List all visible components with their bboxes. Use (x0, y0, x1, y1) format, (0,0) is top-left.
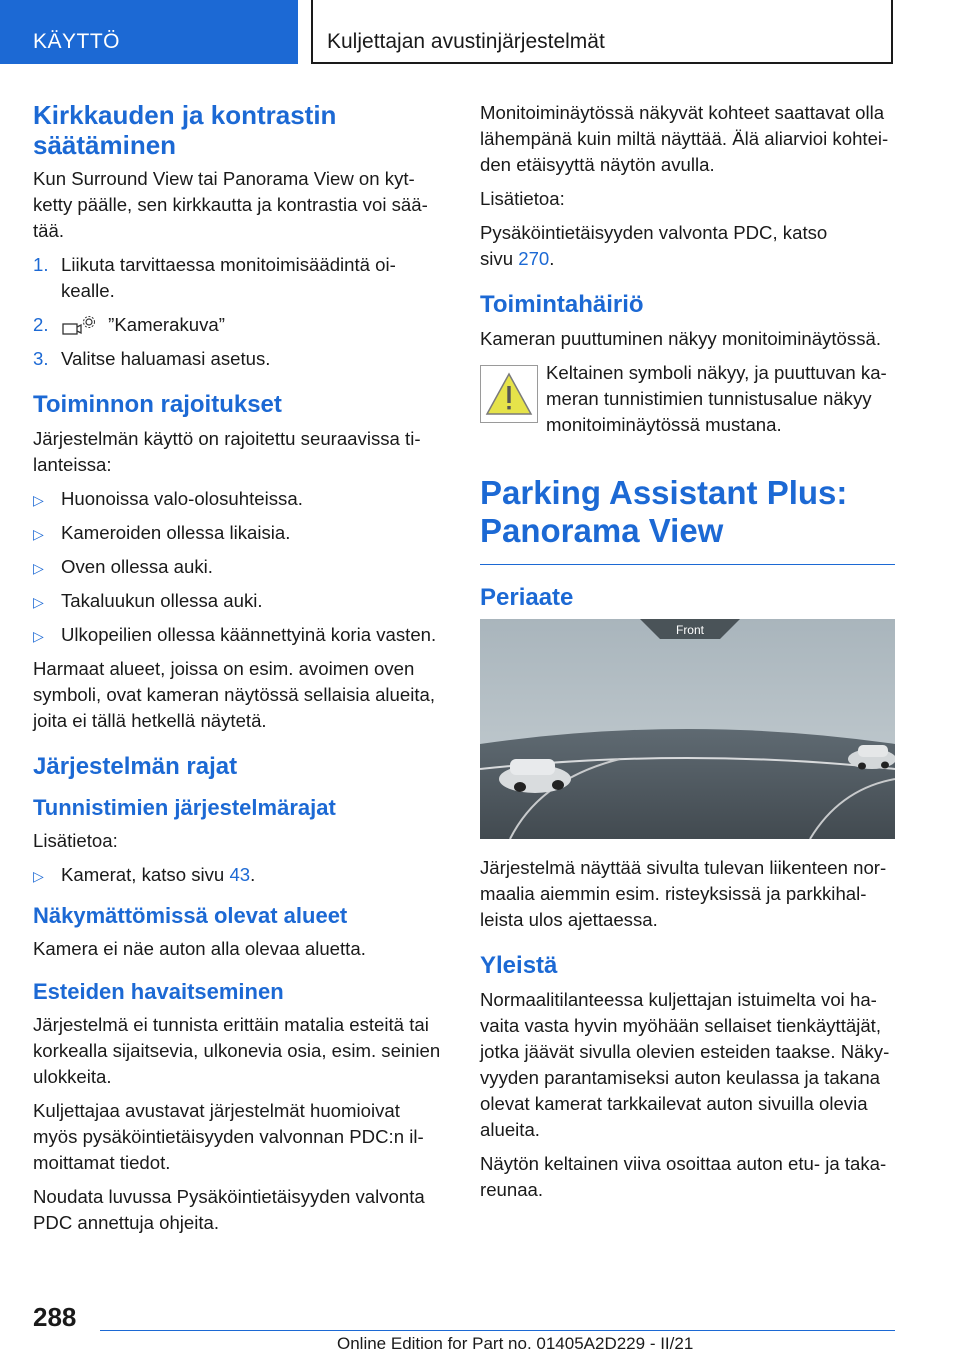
heading-fault: Toimintahäiriö (480, 291, 644, 318)
paragraph-limits: Järjestelmän käyttö on rajoitettu seuraavissa ti- lanteissa: (33, 428, 421, 475)
paragraph-obstacles-2: Kuljettajaa avustavat järjestelmät huomioivat myös pysäköintietäisyyden valvonnan PDC:n il- moittamat tiedot. (33, 1100, 424, 1173)
limits-list (33, 486, 443, 648)
heading-general: Yleistä (480, 952, 558, 979)
heading-obstacles: Esteiden havaitseminen (33, 979, 284, 1004)
triangle-bullet-icon: ▷ (33, 628, 44, 644)
list-item: 3. Valitse haluamasi asetus. (33, 346, 443, 372)
paragraph-general-1: Normaalitilanteessa kuljettajan istuimelta voi ha- vaita vasta hyvin myöhään sellaiset tienkäyttäjät, jotka jäävät sivulla olevien esteiden taakse. Näky- vyyden parantamiseksi auton keulassa ja takana olevat kamerat tarkkailevat auton sivuilla olevia alueita. (480, 989, 890, 1140)
list-item: 2. ”Kamerakuva” (33, 312, 443, 338)
paragraph-more-info: Lisätietoa: (33, 830, 118, 851)
paragraph-general-2: Näytön keltainen viiva osoittaa auton etu- ja taka- reunaa. (480, 1153, 887, 1200)
heading-divider (480, 564, 895, 565)
header-section-label: KÄYTTÖ (33, 30, 121, 53)
heading-brightness: Kirkkauden ja kontrastin säätäminen (33, 100, 337, 160)
heading-principle: Periaate (480, 584, 574, 611)
paragraph-more-info: Lisätietoa: (480, 188, 565, 209)
list-item: ▷ Huonoissa valo-olosuhteissa. (33, 486, 443, 512)
list-item: 1. Liikuta tarvittaessa monitoimisäädintä oi- kealle. (33, 254, 396, 301)
triangle-bullet-icon: ▷ (33, 526, 44, 542)
warning-triangle-icon (480, 365, 538, 423)
header-chapter-tab (311, 0, 893, 64)
list-item: ▷ Takaluukun ollessa auki. (33, 588, 443, 614)
list-item: ▷ Kameroiden ollessa likaisia. (33, 520, 443, 546)
right-column (480, 100, 895, 1211)
triangle-bullet-icon: ▷ (33, 594, 44, 610)
left-column (33, 100, 443, 1244)
warning-text: Keltainen symboli näkyy, ja puuttuvan ka- meran tunnistimien tunnistusalue näkyy monitoiminäytössä mustana. (546, 362, 887, 435)
paragraph-principle: Järjestelmä näyttää sivulta tulevan liikenteen nor- maalia aiemmin esim. risteyksissä ja parkkihal- leista ulos ajettaessa. (480, 857, 887, 930)
heading-parking-assistant: Parking Assistant Plus: Panorama View (480, 474, 848, 549)
page-link-270[interactable]: 270 (518, 248, 550, 269)
heading-sensor-limits: Tunnistimien järjestelmärajat (33, 795, 336, 820)
camera-settings-icon (61, 315, 97, 337)
heading-system-limits: Järjestelmän rajat (33, 753, 238, 780)
paragraph-blind-areas: Kamera ei näe auton alla olevaa aluetta. (33, 938, 366, 959)
footer-edition: Online Edition for Part no. 01405A2D229 - II/21 (337, 1334, 694, 1353)
heading-blind-areas: Näkymättömissä olevat alueet (33, 903, 348, 928)
triangle-bullet-icon: ▷ (33, 868, 44, 884)
page-link-43[interactable]: 43 (229, 864, 251, 885)
paragraph-obstacles-3: Noudata luvussa Pysäköintietäisyyden valvonta PDC annettuja ohjeita. (33, 1186, 425, 1233)
paragraph-grey-areas: Harmaat alueet, joissa on esim. avoimen oven symboli, ovat kameran näytössä sellaisia alueita, joita ei tällä hetkellä näytetä. (33, 658, 436, 731)
header-section-tab (0, 0, 298, 64)
paragraph-fault: Kameran puuttuminen näkyy monitoiminäytössä. (480, 328, 882, 349)
page-number: 288 (33, 1302, 77, 1332)
sensor-list (33, 862, 443, 888)
footer-divider (100, 1330, 895, 1331)
paragraph-pdc-ref: Pysäköintietäisyyden valvonta PDC, katso sivu 270. (480, 222, 828, 269)
front-label: Front (675, 623, 705, 637)
warning-note (480, 360, 895, 446)
triangle-bullet-icon: ▷ (33, 492, 44, 508)
step-number: 2. (33, 314, 49, 335)
list-item: ▷ Ulkopeilien ollessa käännettyinä koria vasten. (33, 622, 443, 648)
heading-limits: Toiminnon rajoitukset (33, 391, 282, 418)
triangle-bullet-icon: ▷ (33, 560, 44, 576)
header-chapter-label: Kuljettajan avustinjärjestelmät (327, 30, 605, 53)
paragraph-monitor: Monitoiminäytössä näkyvät kohteet saattavat olla lähempänä kuin miltä näyttää. Älä aliarvioi kohtei- den etäisyyttä näytön avulla. (480, 102, 889, 175)
list-item: ▷ Oven ollessa auki. (33, 554, 443, 580)
paragraph-obstacles-1: Järjestelmä ei tunnista erittäin matalia esteitä tai korkealla sijaitsevia, ulkonevia osia, esim. seinien ulokkeita. (33, 1014, 441, 1087)
brightness-steps (33, 252, 443, 372)
step-number: 3. (33, 348, 49, 369)
panorama-view-photo (480, 619, 895, 839)
step-number: 1. (33, 254, 49, 275)
list-item: ▷ Kamerat, katso sivu 43. (33, 862, 443, 888)
paragraph-brightness: Kun Surround View tai Panorama View on kyt- ketty päälle, sen kirkkautta ja kontrastia voi sää- tää. (33, 168, 428, 241)
